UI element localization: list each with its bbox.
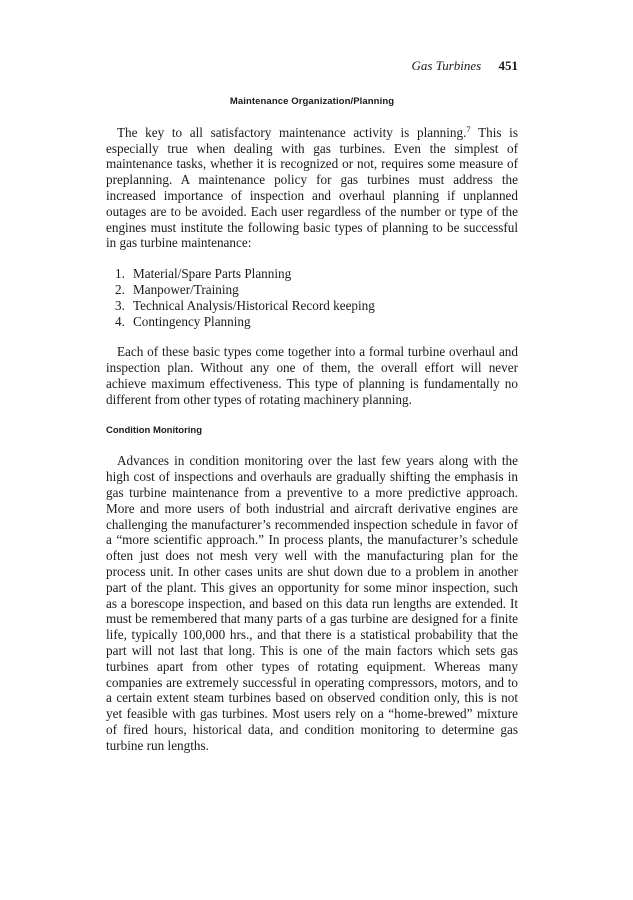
list-item-text: Manpower/Training [133,281,239,297]
list-item-text: Material/Spare Parts Planning [133,266,292,282]
paragraph-condition-monitoring: Advances in condition monitoring over the last few years along with the high cost of inspections and overhauls are gradually shifting the emphasis in gas turbine maintenance from a preventive to a more predictive approach. More and more users of both industrial and aircraft derivative engines are challenging the manufacturer’s recommended inspection schedule in favor of a “more scientific approach.” In process plants, the manufacturer’s schedule often just does not mesh very well with the manufacturing plan for the process unit. In other cases units are shut down due to a problem in another part of the plant. This gives an opportunity for some minor inspection, such as a borescope inspection, and based on this data run lengths are extended. It must be remembered that many parts of a gas turbine are designed for a finite life, typically 100,000 hrs., and that there is a statistical probability that the part will not last that long. This is one of the main factors which sets gas turbines apart from other types of rotating equipment. Whereas many companies are extremely successful in operating compressors, motors, and to a certain extent steam turbines based on observed condition only, this is not yet feasible with gas turbines. Most users rely on a “home-brewed” mixture of fired hours, historical data, and condition monitoring to determine gas turbine run lengths. [106,453,518,753]
paragraph-text: The key to all satisfactory maintenance activity is planning. [117,124,467,140]
running-head-title: Gas Turbines [411,58,482,73]
section-heading: Maintenance Organization/Planning [229,96,395,107]
running-head [106,58,518,78]
paragraph-planning-intro [106,125,518,251]
list-item-number: 3. [115,297,125,313]
list-item [106,314,518,330]
list-item [106,282,518,298]
subsection-heading: Condition Monitoring [106,424,203,436]
paragraph-text: This is especially true when dealing with gas turbines. Even the simplest of maintenance tasks, whether it is recognized or not, requires some measure of preplanning. A maintenance policy for gas turbines must address the increased importance of inspection and overhaul planning if unplanned outages are to be avoided. Each user regardless of the number or type of the engines must institute the following basic types of planning to be successful in gas turbine maintenance: [106,124,518,251]
paragraph-overhaul-plan: Each of these basic types come together into a formal turbine overhaul and inspection plan. Without any one of them, the overall effort will never achieve maximum effectiveness. This type of planning is fundamentally no different from other types of rotating machinery planning. [106,344,518,407]
list-item-number: 4. [115,313,125,329]
list-item-text: Technical Analysis/Historical Record keeping [133,297,375,313]
list-item [106,266,518,282]
footnote-reference: 7 [466,123,471,134]
list-item-number: 1. [115,266,125,282]
book-page [106,58,518,753]
list-item-number: 2. [115,281,125,297]
page-number: 451 [498,58,518,73]
list-item [106,298,518,314]
list-item-text: Contingency Planning [133,313,251,329]
planning-types-list [106,266,518,329]
